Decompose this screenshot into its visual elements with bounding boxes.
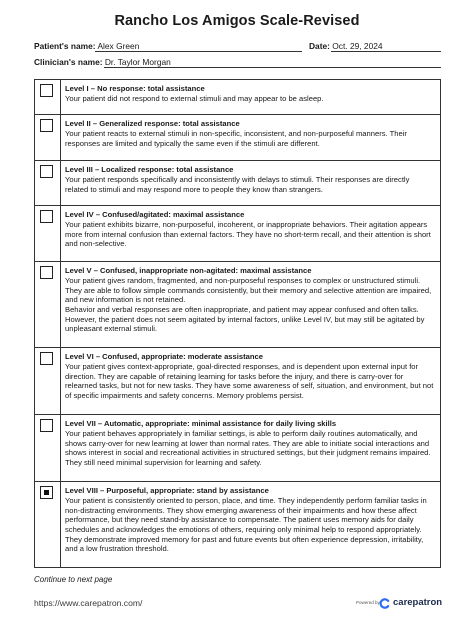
level-6-checkbox[interactable] <box>40 352 53 365</box>
powered-by-text: Powered by <box>356 600 380 605</box>
level-5-checkbox[interactable] <box>40 266 53 279</box>
level-1-description: Your patient did not respond to external stimuli and may appear to be asleep. <box>65 94 324 104</box>
level-row-2 <box>35 114 440 160</box>
level-8-description: Your patient is consistently oriented to person, place, and time. They independently perform familiar tasks in non-distracting environments. They show emerging awareness of their impairments and how these affect performance, but they need stand-by assistance to compensate. The patient uses memory aids for daily schedules and acknowledges the emotions of others, requiring only minimal help to respond appropriately. They demonstrate improved memory for past and future events but often experience depression, irritability, and a low frustration threshold. <box>65 496 427 554</box>
level-row-3 <box>35 160 440 205</box>
level-5-text <box>65 266 434 334</box>
row-divider <box>60 482 61 567</box>
level-1-heading: Level I – No response: total assistance <box>65 84 205 93</box>
level-row-7 <box>35 414 440 481</box>
row-divider <box>60 206 61 261</box>
date-value[interactable]: Oct. 29, 2024 <box>332 41 383 51</box>
level-2-heading: Level II – Generalized response: total assistance <box>65 119 240 128</box>
level-4-heading: Level IV – Confused/agitated: maximal assistance <box>65 210 245 219</box>
row-divider <box>60 348 61 414</box>
clinician-name-label: Clinician's name: <box>34 57 103 67</box>
continue-note: Continue to next page <box>34 575 113 584</box>
document-title: Rancho Los Amigos Scale-Revised <box>114 13 360 29</box>
level-row-4 <box>35 205 440 261</box>
levels-table <box>34 79 441 568</box>
level-8-checkbox[interactable] <box>40 486 53 499</box>
row-divider <box>60 80 61 114</box>
clinician-name-value[interactable]: Dr. Taylor Morgan <box>104 57 171 67</box>
level-3-heading: Level III – Localized response: total assistance <box>65 165 234 174</box>
level-6-description: Your patient gives context-appropriate, goal-directed responses, and is dependent upon external input for direction. They are capable of retaining learning for tasks before the injury, and there is carry-over for relearned tasks, but not for new tasks. They have some awareness of self, situation, and environment, but not of specific impairments and safety concerns. Memory problems persist. <box>65 362 434 400</box>
patient-name-underline <box>95 51 302 52</box>
clinician-name-field <box>34 57 171 67</box>
date-label: Date: <box>309 41 330 51</box>
patient-name-value[interactable]: Alex Green <box>97 41 140 51</box>
level-6-text <box>65 352 434 401</box>
level-4-checkbox[interactable] <box>40 210 53 223</box>
level-7-checkbox[interactable] <box>40 419 53 432</box>
row-divider <box>60 415 61 481</box>
level-3-text <box>65 165 434 194</box>
level-7-description: Your patient behaves appropriately in familiar settings, is able to perform daily routines automatically, and shows carry-over for new learning at lower than normal rates. They are able to initiate social interactions and shows interest in social and recreational activities in structured settings, but their judgment remains impaired. They still need minimal supervision for learning and safety. <box>65 429 431 467</box>
level-3-checkbox[interactable] <box>40 165 53 178</box>
level-2-text <box>65 119 434 148</box>
level-7-heading: Level VII – Automatic, appropriate: minimal assistance for daily living skills <box>65 419 337 428</box>
level-1-checkbox[interactable] <box>40 84 53 97</box>
patient-name-label: Patient's name: <box>34 41 96 51</box>
level-5-description-2: Behavior and verbal responses are often inappropriate, and patient may appear confused and often talks. However, the patient does not seem agitated by internal factors, unlike Level IV, but may still be agitated by unpleasant external stimuli. <box>65 304 425 334</box>
date-underline <box>331 51 441 52</box>
footer-url-link[interactable]: https://www.carepatron.com/ <box>34 598 143 608</box>
carepatron-logo-icon <box>379 598 390 609</box>
date-field <box>309 41 383 51</box>
level-row-6 <box>35 347 440 414</box>
level-8-text <box>65 486 434 554</box>
level-4-text <box>65 210 434 249</box>
level-8-heading: Level VIII – Purposeful, appropriate: stand by assistance <box>65 486 269 495</box>
level-row-5 <box>35 261 440 347</box>
level-2-checkbox[interactable] <box>40 119 53 132</box>
level-7-text <box>65 419 434 468</box>
level-4-description: Your patient exhibits bizarre, non-purposeful, incoherent, or inappropriate behaviors. Their agitation appears more from internal confusion than external factors. They have no short-term recall, and their attention is short and non-selective. <box>65 220 431 249</box>
level-6-heading: Level VI – Confused, appropriate: moderate assistance <box>65 352 263 361</box>
row-divider <box>60 115 61 160</box>
row-divider <box>60 161 61 205</box>
level-2-description: Your patient reacts to external stimuli in non-specific, inconsistent, and non-purposeful manners. Their responses are limited and typically the same even if the stimuli are different. <box>65 129 407 148</box>
row-divider <box>60 262 61 347</box>
level-row-1 <box>35 80 440 114</box>
brand-name: carepatron <box>393 597 443 608</box>
level-row-8 <box>35 481 440 567</box>
level-1-text <box>65 84 434 104</box>
level-5-heading: Level V – Confused, inappropriate non-agitated: maximal assistance <box>65 266 312 275</box>
level-3-description: Your patient responds specifically and inconsistently with delays to stimuli. Their responses are directly related to stimuli and may respond more to people they know than strangers. <box>65 175 410 194</box>
clinician-name-underline <box>104 67 441 68</box>
patient-name-field <box>34 41 139 51</box>
level-5-description: Your patient gives random, fragmented, and non-purposeful responses to complex or unstructured stimuli. They are able to follow simple commands consistently, but their memory and selective attention are impaired, and new information is not retained. <box>65 276 432 305</box>
